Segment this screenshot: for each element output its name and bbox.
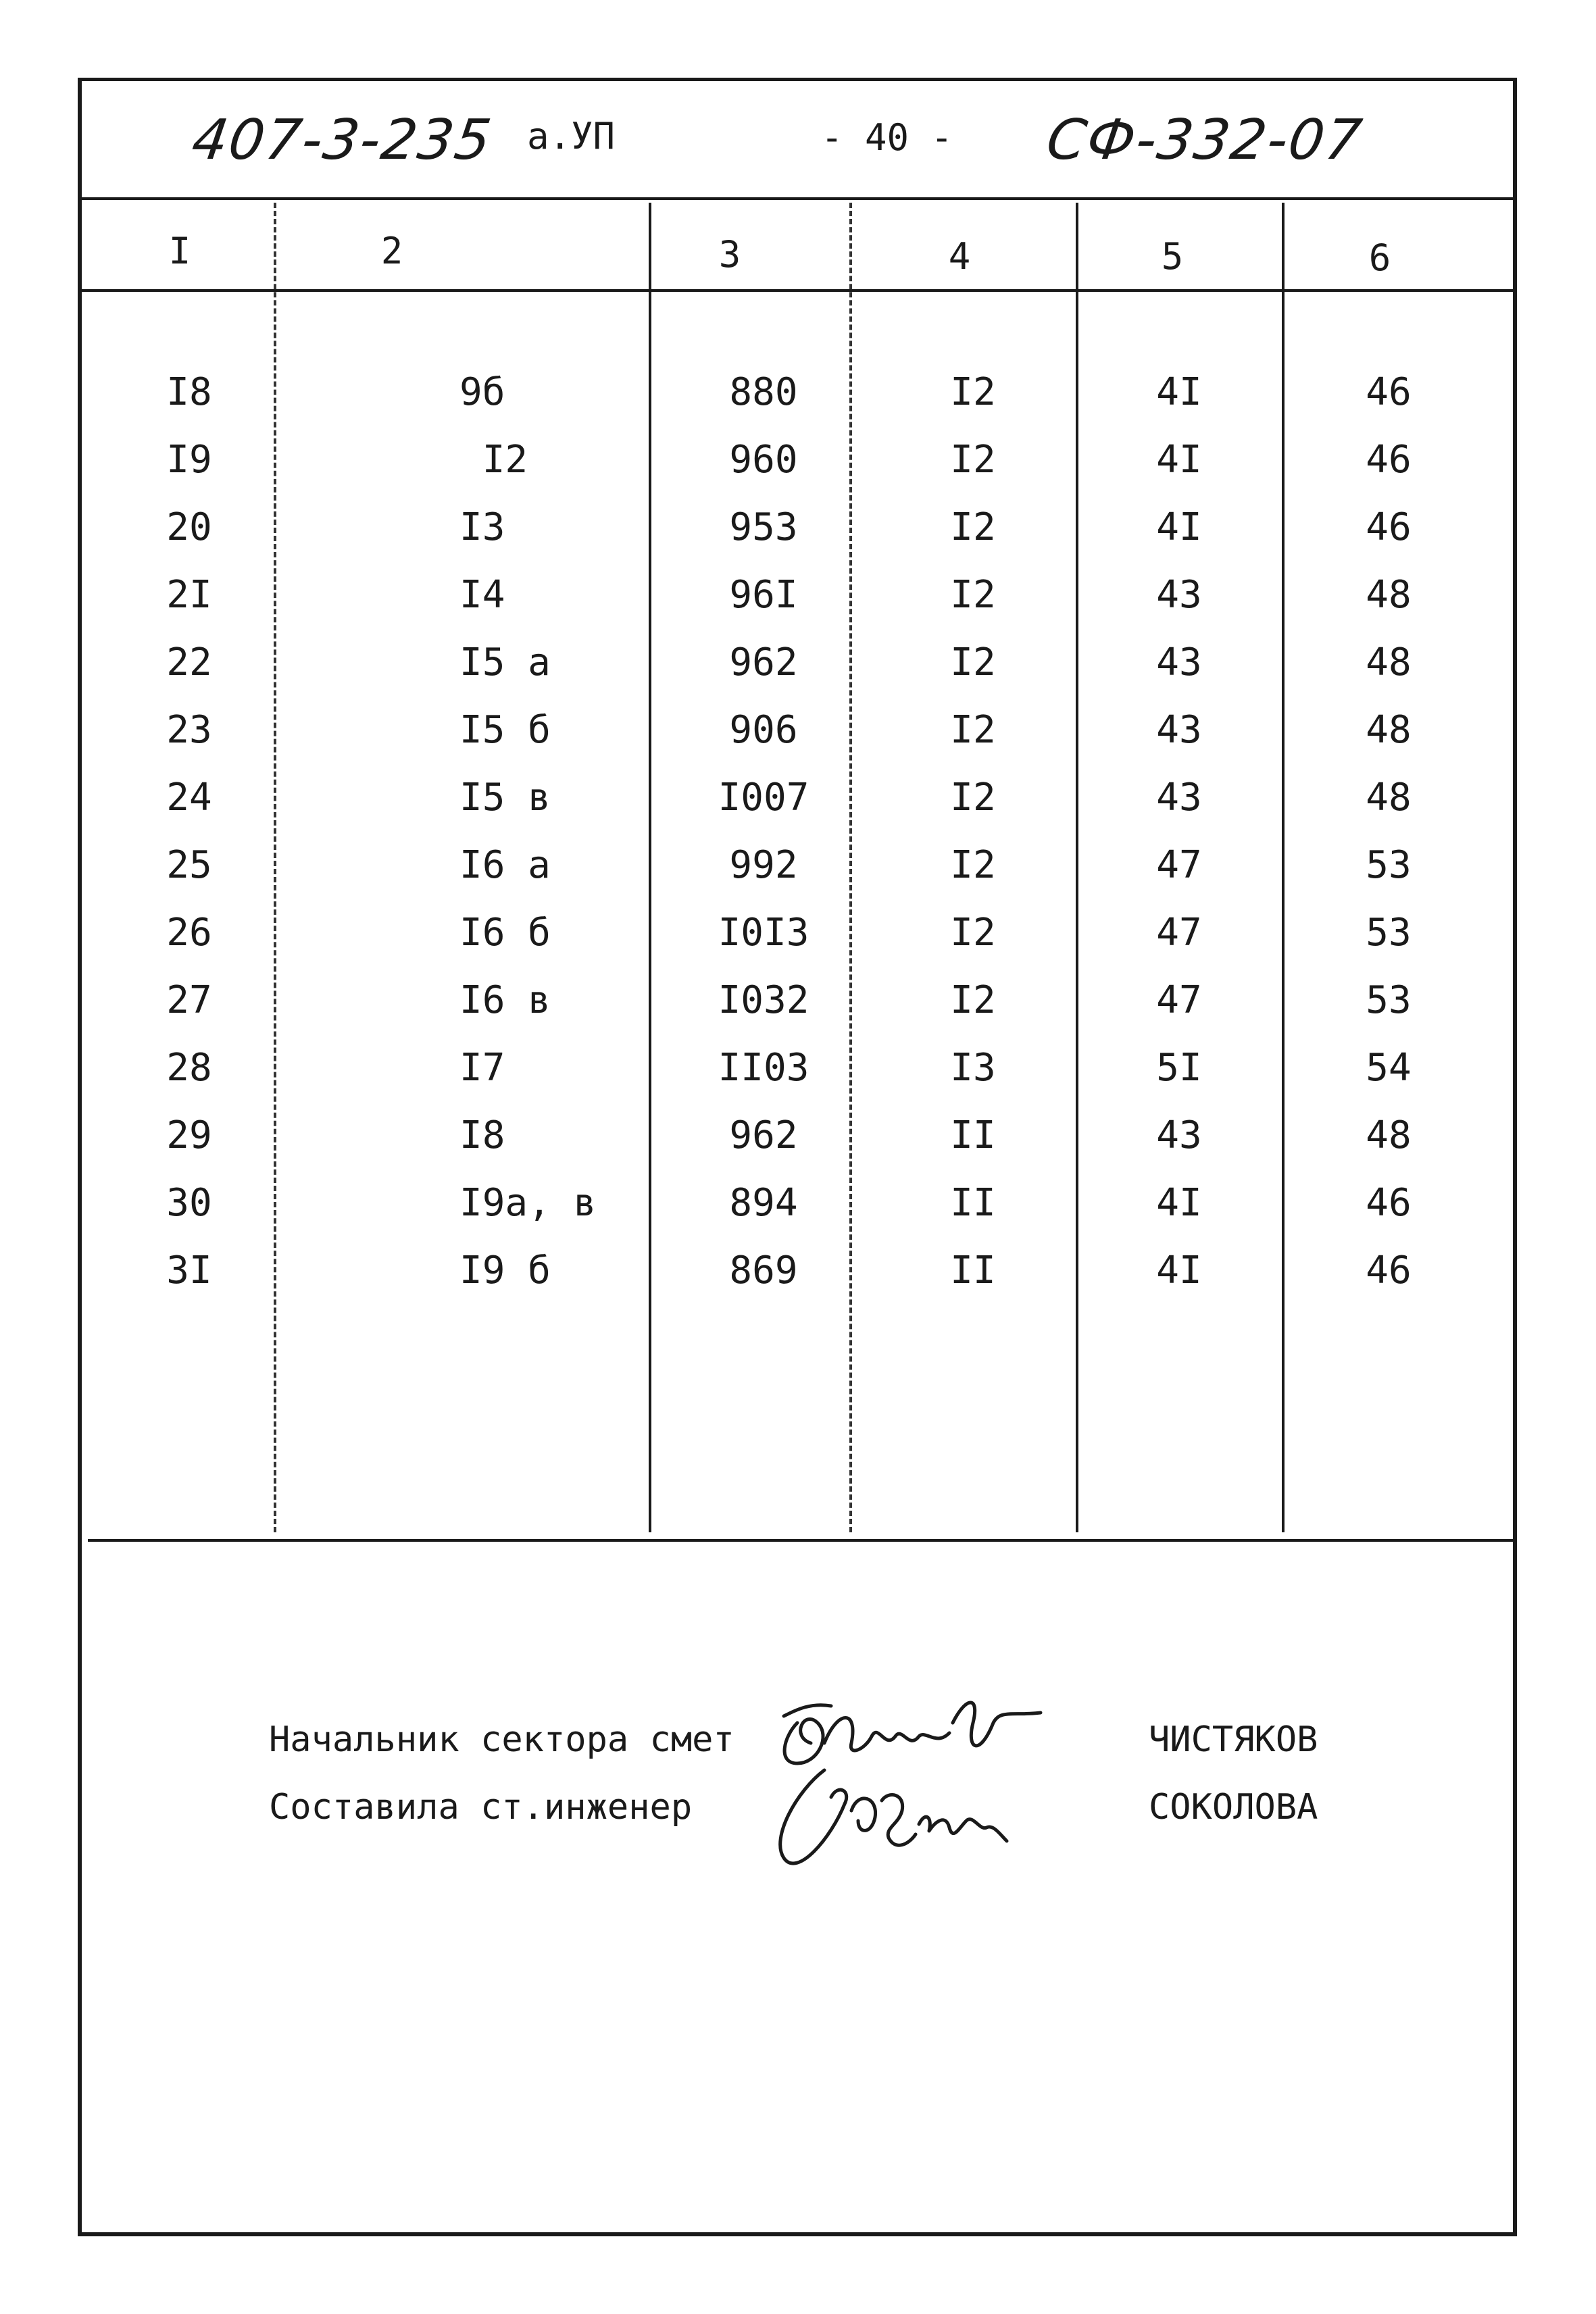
table-cell-col-2: I7: [459, 1046, 505, 1090]
header-divider: [82, 197, 1513, 200]
table-bottom-rule: [88, 1539, 1513, 1542]
table-cell-col-5: 43: [1156, 573, 1202, 617]
table-cell-col-1: 25: [166, 843, 212, 887]
table-cell-col-4: II: [950, 1181, 996, 1225]
table-cell-col-4: I2: [950, 370, 996, 414]
table-cell-col-6: 46: [1366, 1249, 1412, 1292]
table-cell-col-1: 22: [166, 640, 212, 684]
table-cell-col-1: 20: [166, 505, 212, 549]
table-cell-col-3: 992: [729, 843, 798, 887]
table-cell-col-2: I9а, в: [459, 1181, 597, 1225]
col-header-2: 2: [380, 230, 403, 272]
table-cell-col-5: 4I: [1156, 438, 1202, 482]
table-cell-col-6: 53: [1366, 978, 1412, 1022]
table-cell-col-1: 28: [166, 1046, 212, 1090]
table-cell-col-3: 906: [729, 708, 798, 752]
table-row: [0, 708, 1596, 776]
table-cell-col-2: I5 б: [459, 708, 551, 752]
sheet-code: СФ-332-07: [1043, 108, 1367, 172]
table-cell-col-1: I9: [166, 438, 212, 482]
col-header-3: 3: [718, 233, 741, 276]
table-cell-col-5: 4I: [1156, 1249, 1202, 1292]
table-row: [0, 843, 1596, 911]
table-cell-col-2: I3: [459, 505, 505, 549]
table-cell-col-4: I2: [950, 776, 996, 820]
table-cell-col-6: 48: [1366, 708, 1412, 752]
table-cell-col-3: 962: [729, 640, 798, 684]
column-header-divider: [82, 289, 1513, 292]
table-cell-col-3: 962: [729, 1113, 798, 1157]
table-cell-col-6: 53: [1366, 843, 1412, 887]
table-cell-col-6: 54: [1366, 1046, 1412, 1090]
table-cell-col-1: 27: [166, 978, 212, 1022]
table-cell-col-5: 4I: [1156, 1181, 1202, 1225]
table-cell-col-6: 46: [1366, 370, 1412, 414]
table-cell-col-4: I2: [950, 843, 996, 887]
table-cell-col-5: 43: [1156, 776, 1202, 820]
table-cell-col-1: I8: [166, 370, 212, 414]
table-cell-col-3: 953: [729, 505, 798, 549]
signatory-2-name: СОКОЛОВА: [1149, 1787, 1318, 1828]
table-cell-col-6: 46: [1366, 1181, 1412, 1225]
table-row: [0, 370, 1596, 438]
table-cell-col-2: I5 в: [459, 776, 551, 820]
table-cell-col-6: 48: [1366, 573, 1412, 617]
table-cell-col-5: 43: [1156, 1113, 1202, 1157]
album-label: а.УП: [527, 115, 616, 157]
table-cell-col-2: 9б: [459, 370, 505, 414]
table-cell-col-6: 46: [1366, 438, 1412, 482]
table-cell-col-1: 26: [166, 911, 212, 955]
table-cell-col-1: 30: [166, 1181, 212, 1225]
table-cell-col-4: II: [950, 1113, 996, 1157]
col-header-6: 6: [1368, 236, 1391, 279]
table-row: [0, 911, 1596, 978]
col-header-1: I: [168, 230, 191, 272]
table-cell-col-5: 43: [1156, 708, 1202, 752]
table-cell-col-3: 880: [729, 370, 798, 414]
table-cell-col-5: 5I: [1156, 1046, 1202, 1090]
table-cell-col-6: 46: [1366, 505, 1412, 549]
signatory-2-position: Составила ст.инженер: [269, 1787, 693, 1828]
table-cell-col-3: 894: [729, 1181, 798, 1225]
table-row: [0, 1249, 1596, 1316]
table-cell-col-6: 48: [1366, 1113, 1412, 1157]
table-cell-col-3: 960: [729, 438, 798, 482]
table-cell-col-4: I2: [950, 438, 996, 482]
signatory-1-position: Начальник сектора смет: [269, 1719, 734, 1760]
table-cell-col-1: 3I: [166, 1249, 212, 1292]
table-cell-col-4: I2: [950, 708, 996, 752]
table-cell-col-1: 24: [166, 776, 212, 820]
table-cell-col-3: 96I: [729, 573, 798, 617]
table-cell-col-4: I2: [950, 978, 996, 1022]
table-cell-col-4: I2: [950, 505, 996, 549]
table-cell-col-3: I0I3: [718, 911, 809, 955]
table-row: [0, 1181, 1596, 1249]
table-row: [0, 640, 1596, 708]
table-cell-col-2: I5 а: [459, 640, 551, 684]
table-cell-col-5: 47: [1156, 911, 1202, 955]
table-row: [0, 1046, 1596, 1113]
table-cell-col-5: 47: [1156, 843, 1202, 887]
table-cell-col-4: I2: [950, 640, 996, 684]
table-cell-col-4: I2: [950, 911, 996, 955]
table-cell-col-1: 23: [166, 708, 212, 752]
table-cell-col-6: 53: [1366, 911, 1412, 955]
table-cell-col-6: 48: [1366, 640, 1412, 684]
table-cell-col-3: I032: [718, 978, 809, 1022]
table-row: [0, 573, 1596, 640]
table-cell-col-5: 4I: [1156, 505, 1202, 549]
table-cell-col-3: 869: [729, 1249, 798, 1292]
table-cell-col-2: I6 а: [459, 843, 551, 887]
col-header-5: 5: [1161, 235, 1184, 278]
table-cell-col-2: I9 б: [459, 1249, 551, 1292]
table-cell-col-1: 2I: [166, 573, 212, 617]
table-cell-col-3: I007: [718, 776, 809, 820]
table-row: [0, 505, 1596, 573]
table-cell-col-4: I2: [950, 573, 996, 617]
table-row: [0, 438, 1596, 505]
table-cell-col-4: I3: [950, 1046, 996, 1090]
project-code: 407-3-235: [188, 108, 497, 172]
table-cell-col-5: 43: [1156, 640, 1202, 684]
table-cell-col-4: II: [950, 1249, 996, 1292]
table-row: [0, 1113, 1596, 1181]
table-cell-col-2: I2: [459, 438, 528, 482]
table-cell-col-2: I4: [459, 573, 505, 617]
table-cell-col-2: I6 в: [459, 978, 551, 1022]
handwritten-signatures: [757, 1682, 1135, 1898]
table-cell-col-1: 29: [166, 1113, 212, 1157]
table-cell-col-5: 47: [1156, 978, 1202, 1022]
table-cell-col-5: 4I: [1156, 370, 1202, 414]
table-cell-col-2: I6 б: [459, 911, 551, 955]
col-header-4: 4: [948, 235, 971, 278]
table-cell-col-3: II03: [718, 1046, 809, 1090]
table-cell-col-6: 48: [1366, 776, 1412, 820]
page-number: - 40 -: [821, 116, 953, 159]
table-row: [0, 776, 1596, 843]
signatory-1-name: ЧИСТЯКОВ: [1149, 1719, 1318, 1760]
table-cell-col-2: I8: [459, 1113, 505, 1157]
table-row: [0, 978, 1596, 1046]
